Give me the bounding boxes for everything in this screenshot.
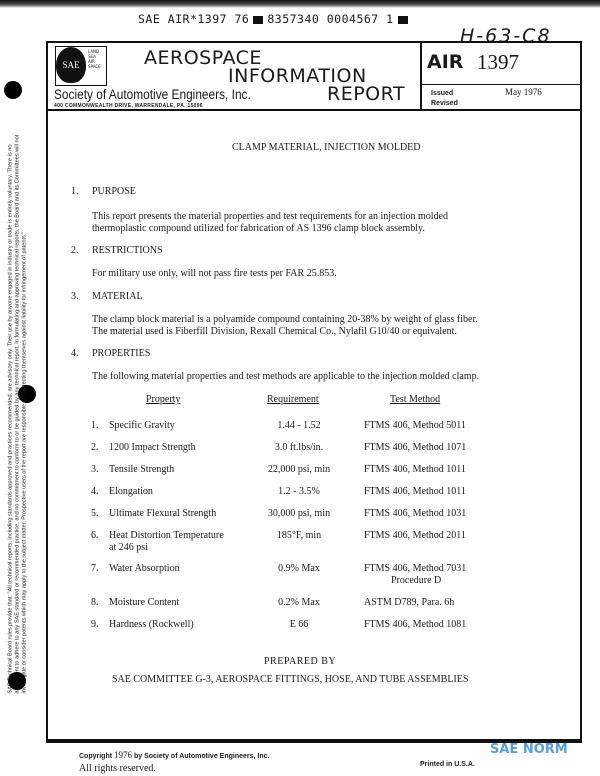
row-property: Ultimate Flexural Strength bbox=[109, 508, 217, 519]
row-requirement: 30,000 psi, min bbox=[267, 508, 331, 519]
section-body: The material used is Fiberfill Division, Rexall Chemical Co., Nylafil G10/40 or equivalent. bbox=[92, 326, 457, 337]
row-property: Hardness (Rockwell) bbox=[109, 619, 194, 630]
section-body: The following material properties and test methods are applicable to the injection molded clamp. bbox=[92, 371, 480, 382]
row-property: Tensile Strength bbox=[109, 464, 175, 475]
section-body: thermoplastic compound utilized for fabrication of AS 1396 clamp block assembly. bbox=[92, 223, 425, 234]
section-num: 3. bbox=[71, 291, 79, 302]
row-requirement: 3.0 ft.lbs/in. bbox=[274, 442, 324, 453]
row-requirement: E 66 bbox=[289, 619, 309, 630]
row-test-method: FTMS 406, Method 1031 bbox=[364, 508, 467, 519]
section-heading: MATERIAL bbox=[92, 291, 143, 302]
handwritten-note: H-63-C8 bbox=[460, 25, 552, 47]
row-number: 8. bbox=[91, 597, 99, 608]
section-body: For military use only, will not pass fire tests per FAR 25.853. bbox=[92, 268, 337, 279]
section-heading: PURPOSE bbox=[92, 186, 136, 197]
section-body: This report presents the material properties and test requirements for an injection molded bbox=[92, 211, 448, 222]
row-test-method-cont: Procedure D bbox=[391, 575, 442, 586]
section-num: 1. bbox=[71, 186, 79, 197]
society-address: 400 COMMONWEALTH DRIVE, WARRENDALE, PA. 15096 bbox=[54, 103, 203, 109]
doc-number: 1397 bbox=[477, 50, 519, 74]
col-header-requirement: Requirement bbox=[267, 394, 319, 405]
punch-hole bbox=[4, 81, 22, 99]
row-test-method: FTMS 406, Method 1071 bbox=[364, 442, 467, 453]
divider bbox=[420, 84, 582, 85]
doc-title: CLAMP MATERIAL, INJECTION MOLDED bbox=[232, 142, 421, 153]
divider bbox=[46, 109, 582, 111]
row-number: 7. bbox=[91, 563, 99, 574]
row-number: 9. bbox=[91, 619, 99, 630]
row-number: 5. bbox=[91, 508, 99, 519]
divider bbox=[420, 41, 422, 111]
section-num: 2. bbox=[71, 245, 79, 256]
prepared-by-label: PREPARED BY bbox=[264, 656, 337, 667]
row-number: 3. bbox=[91, 464, 99, 475]
row-test-method: FTMS 406, Method 7031 bbox=[364, 563, 467, 574]
sae-norm-watermark: SAE NORM bbox=[490, 742, 568, 757]
section-heading: RESTRICTIONS bbox=[92, 245, 163, 256]
row-property: Heat Distortion Temperature bbox=[109, 530, 224, 541]
doc-prefix: AIR bbox=[427, 51, 464, 73]
title-report: REPORT bbox=[327, 83, 406, 105]
row-number: 1. bbox=[91, 420, 99, 431]
row-requirement: 185°F, min bbox=[276, 530, 322, 541]
title-information: INFORMATION bbox=[228, 65, 367, 87]
section-body: The clamp block material is a polyamide compound containing 20-38% by weight of glass fiber. bbox=[92, 314, 478, 325]
row-property: Water Absorption bbox=[109, 563, 180, 574]
row-requirement: 1.44 - 1.52 bbox=[277, 420, 321, 431]
revised-label: Revised bbox=[431, 100, 458, 107]
row-test-method: FTMS 406, Method 1011 bbox=[364, 464, 466, 475]
section-num: 4. bbox=[71, 348, 79, 359]
row-test-method: FTMS 406, Method 5011 bbox=[364, 420, 466, 431]
row-requirement: 0.2% Max bbox=[278, 597, 320, 608]
scan-code: SAE AIR*1397 76 8357340 0004567 1 bbox=[138, 12, 412, 26]
row-number: 6. bbox=[91, 530, 99, 541]
printed-in: Printed in U.S.A. bbox=[420, 761, 475, 768]
row-property: Specific Gravity bbox=[109, 420, 175, 431]
society-name: Society of Automotive Engineers, Inc. bbox=[54, 87, 251, 102]
row-property: Moisture Content bbox=[109, 597, 180, 608]
row-property-cont: at 246 psi bbox=[109, 542, 148, 553]
rights-reserved: All rights reserved. bbox=[79, 763, 156, 774]
copyright: Copyright 1976 by Society of Automotive Engineers, Inc. bbox=[79, 750, 270, 760]
issued-label: Issued bbox=[431, 90, 454, 97]
row-requirement: 0.9% Max bbox=[278, 563, 320, 574]
title-aerospace: AEROSPACE bbox=[144, 47, 262, 69]
section-heading: PROPERTIES bbox=[92, 348, 151, 359]
col-header-test-method: Test Method bbox=[390, 394, 441, 405]
issued-date: May 1976 bbox=[505, 87, 542, 97]
col-header-property: Property bbox=[146, 394, 181, 405]
row-number: 4. bbox=[91, 486, 99, 497]
row-requirement: 22,000 psi, min bbox=[267, 464, 331, 475]
row-number: 2. bbox=[91, 442, 99, 453]
sae-logo: SAE LAND SEA AIR SPACE bbox=[55, 46, 107, 86]
row-property: Elongation bbox=[109, 486, 153, 497]
prepared-by: SAE COMMITTEE G-3, AEROSPACE FITTINGS, HOSE, AND TUBE ASSEMBLIES bbox=[112, 674, 469, 685]
row-test-method: FTMS 406, Method 1011 bbox=[364, 486, 466, 497]
disclaimer: SAE Technical Board rules provide that: "All technical reports, including standards approved and practices recommended, are advisory only. Their use by anyone engaged in industry or trade is entirely voluntary. There is no agreement to adhere to any SAE standard or recommended practice, and no commitment to conform to or be guided by any technical report. In formulating and approving technical reports, the Board and its Committees will not investigate or consider patents which may apply to the subject matter. Prospective users of the report are responsible for protecting themselves against liability for infringement of patents." bbox=[7, 134, 28, 694]
scan-edge bbox=[0, 0, 600, 8]
row-requirement: 1.2 - 3.5% bbox=[278, 486, 320, 497]
row-test-method: ASTM D789, Para. 6h bbox=[364, 597, 455, 608]
row-test-method: FTMS 406, Method 1081 bbox=[364, 619, 467, 630]
row-property: 1200 Impact Strength bbox=[109, 442, 196, 453]
row-test-method: FTMS 406, Method 2011 bbox=[364, 530, 466, 541]
